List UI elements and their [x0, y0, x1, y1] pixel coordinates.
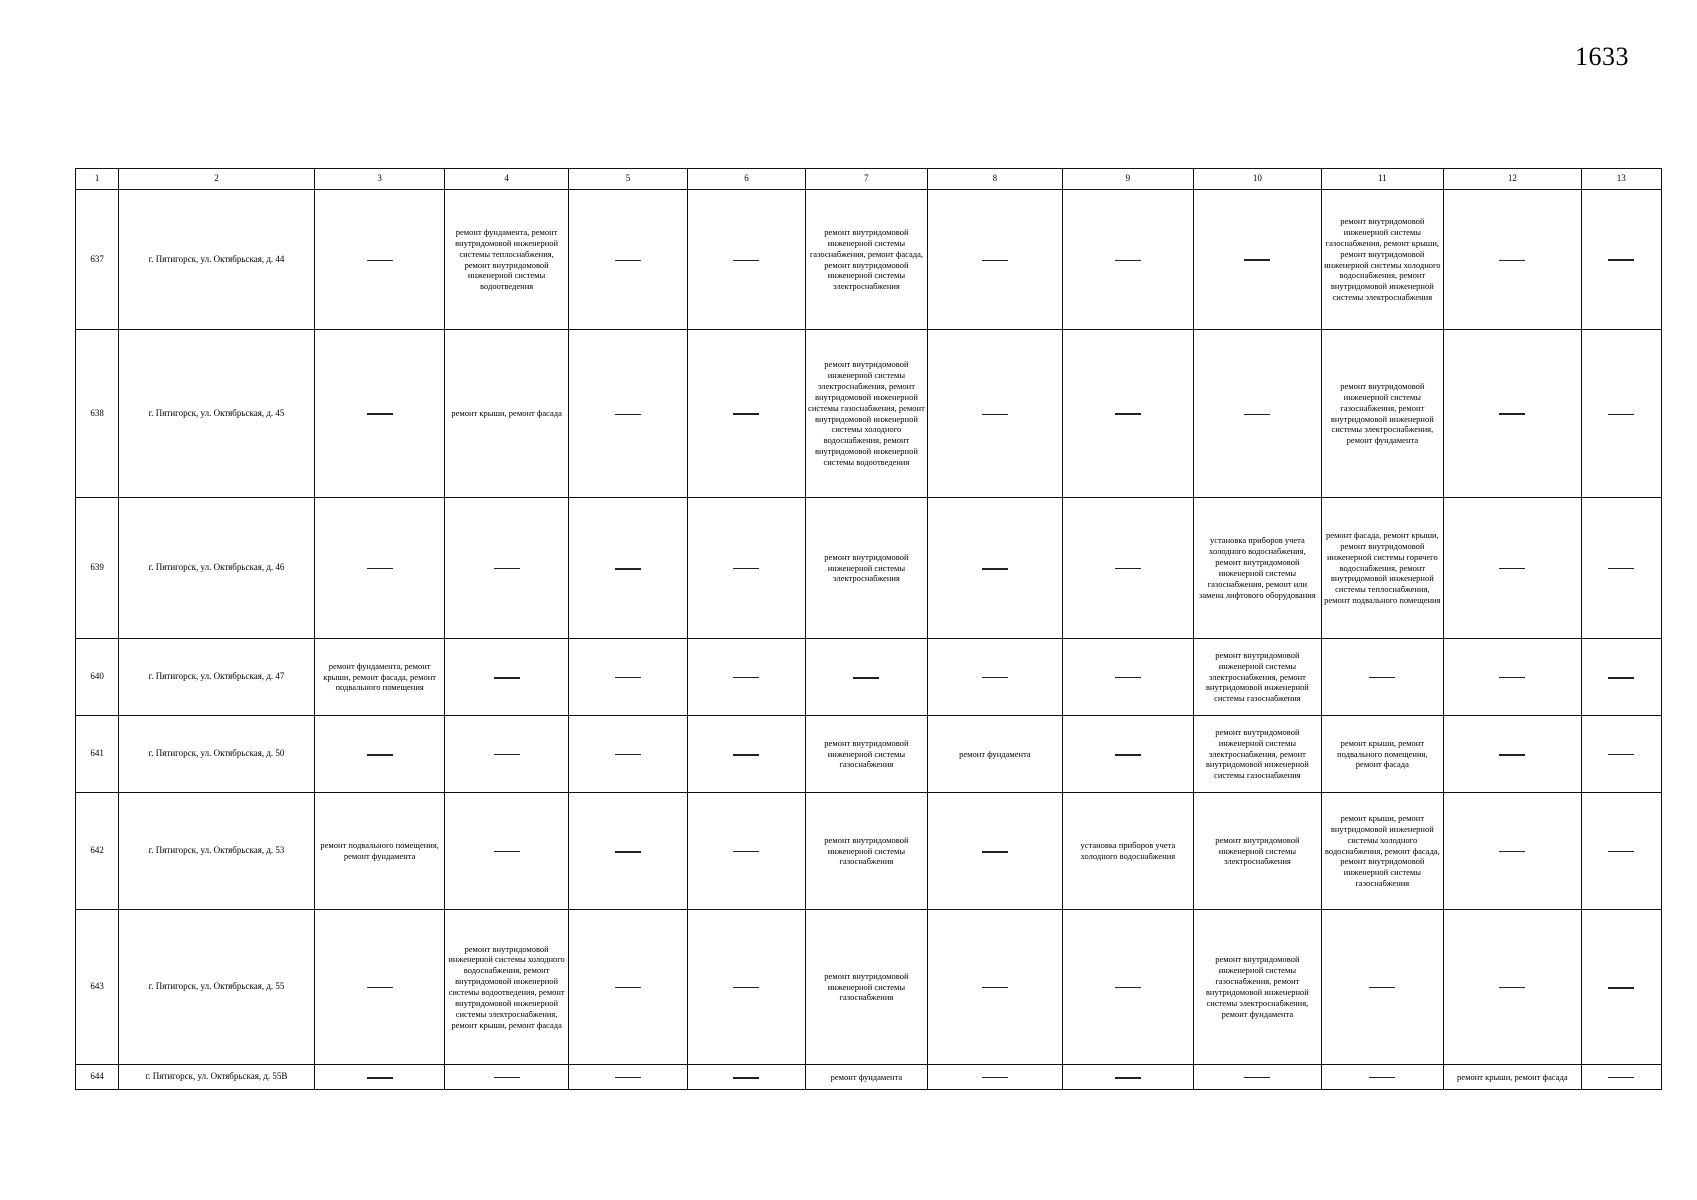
- empty-dash: [982, 568, 1008, 570]
- work-type-cell-col-11: [1321, 639, 1443, 716]
- work-type-cell-col-9: установка приборов учета холодного водоснабжения: [1062, 793, 1193, 910]
- empty-dash: [1499, 260, 1525, 261]
- empty-dash: [615, 677, 641, 678]
- column-number-header-row: [76, 169, 1662, 190]
- empty-dash: [1115, 260, 1141, 261]
- work-type-cell-col-3: [314, 1065, 444, 1090]
- work-type-cell-col-9: [1062, 190, 1193, 330]
- empty-dash: [1115, 754, 1141, 756]
- table-row: [76, 498, 1662, 639]
- work-type-cell-col-6: [688, 1065, 805, 1090]
- empty-dash: [982, 677, 1008, 678]
- work-type-cell-col-7: ремонт внутридомовой инженерной системы электроснабжения: [805, 498, 927, 639]
- empty-dash: [733, 677, 759, 678]
- work-type-cell-col-6: [688, 910, 805, 1065]
- work-type-cell-col-4: [445, 793, 568, 910]
- empty-dash: [1608, 568, 1634, 569]
- work-type-cell-col-10: ремонт внутридомовой инженерной системы электроснабжения, ремонт внутридомовой инженерной системы газоснабжения: [1194, 716, 1321, 793]
- table-row: [76, 1065, 1662, 1090]
- empty-dash: [1369, 987, 1395, 988]
- work-type-cell-col-5: [568, 910, 687, 1065]
- work-type-cell-col-9: [1062, 330, 1193, 498]
- address-cell: г. Пятигорск, ул. Октябрьская, д. 50: [119, 716, 315, 793]
- work-type-cell-col-5: [568, 190, 687, 330]
- empty-dash: [733, 568, 759, 569]
- row-number-cell: 641: [76, 716, 119, 793]
- work-type-cell-col-11: [1321, 910, 1443, 1065]
- work-type-cell-col-4: [445, 639, 568, 716]
- empty-dash: [1369, 677, 1395, 678]
- work-type-cell-col-13: [1581, 910, 1661, 1065]
- address-cell: г. Пятигорск, ул. Октябрьская, д. 55: [119, 910, 315, 1065]
- empty-dash: [982, 1077, 1008, 1078]
- work-type-cell-col-12: [1444, 910, 1582, 1065]
- work-type-cell-col-4: [445, 1065, 568, 1090]
- empty-dash: [1499, 987, 1525, 988]
- column-header-2: 2: [119, 169, 315, 190]
- empty-dash: [1115, 413, 1141, 415]
- work-type-cell-col-11: ремонт фасада, ремонт крыши, ремонт внутридомовой инженерной системы горячего водоснабжения, ремонт внутридомовой инженерной системы теплоснабжения, ремонт подвального помещения: [1321, 498, 1443, 639]
- work-type-cell-col-13: [1581, 716, 1661, 793]
- empty-dash: [615, 987, 641, 988]
- table-row: [76, 716, 1662, 793]
- empty-dash: [367, 413, 393, 415]
- row-number-cell: 643: [76, 910, 119, 1065]
- column-header-5: 5: [568, 169, 687, 190]
- empty-dash: [1115, 987, 1141, 988]
- work-type-cell-col-4: ремонт крыши, ремонт фасада: [445, 330, 568, 498]
- empty-dash: [1115, 677, 1141, 678]
- work-type-cell-col-3: [314, 498, 444, 639]
- empty-dash: [1499, 754, 1525, 756]
- work-type-cell-col-8: [928, 330, 1063, 498]
- work-type-cell-col-13: [1581, 330, 1661, 498]
- empty-dash: [615, 414, 641, 415]
- empty-dash: [367, 754, 393, 756]
- empty-dash: [982, 987, 1008, 988]
- work-type-cell-col-10: ремонт внутридомовой инженерной системы газоснабжения, ремонт внутридомовой инженерной системы электроснабжения, ремонт фундамента: [1194, 910, 1321, 1065]
- table-row: [76, 639, 1662, 716]
- empty-dash: [367, 260, 393, 261]
- work-type-cell-col-9: [1062, 716, 1193, 793]
- work-type-cell-col-8: [928, 793, 1063, 910]
- column-header-4: 4: [445, 169, 568, 190]
- column-header-12: 12: [1444, 169, 1582, 190]
- empty-dash: [1115, 568, 1141, 569]
- column-header-9: 9: [1062, 169, 1193, 190]
- work-type-cell-col-6: [688, 793, 805, 910]
- work-type-cell-col-3: [314, 330, 444, 498]
- empty-dash: [733, 413, 759, 415]
- work-type-cell-col-11: [1321, 1065, 1443, 1090]
- empty-dash: [733, 260, 759, 261]
- work-type-cell-col-8: [928, 498, 1063, 639]
- work-type-cell-col-4: [445, 716, 568, 793]
- column-header-11: 11: [1321, 169, 1443, 190]
- work-type-cell-col-7: [805, 639, 927, 716]
- column-header-13: 13: [1581, 169, 1661, 190]
- table-row: [76, 330, 1662, 498]
- column-header-3: 3: [314, 169, 444, 190]
- repair-schedule-table: [75, 168, 1662, 1090]
- empty-dash: [733, 754, 759, 756]
- empty-dash: [494, 851, 520, 852]
- work-type-cell-col-9: [1062, 498, 1193, 639]
- empty-dash: [1499, 851, 1525, 852]
- work-type-cell-col-10: [1194, 1065, 1321, 1090]
- empty-dash: [494, 754, 520, 755]
- row-number-cell: 644: [76, 1065, 119, 1090]
- work-type-cell-col-11: ремонт крыши, ремонт подвального помещения, ремонт фасада: [1321, 716, 1443, 793]
- empty-dash: [1608, 754, 1634, 755]
- empty-dash: [1499, 677, 1525, 678]
- work-type-cell-col-4: [445, 498, 568, 639]
- work-type-cell-col-3: ремонт подвального помещения, ремонт фундамента: [314, 793, 444, 910]
- work-type-cell-col-5: [568, 639, 687, 716]
- work-type-cell-col-13: [1581, 639, 1661, 716]
- work-type-cell-col-5: [568, 1065, 687, 1090]
- empty-dash: [1608, 414, 1634, 415]
- empty-dash: [615, 260, 641, 261]
- work-type-cell-col-4: ремонт фундамента, ремонт внутридомовой инженерной системы теплоснабжения, ремонт внутридомовой инженерной системы водоотведения: [445, 190, 568, 330]
- work-type-cell-col-11: ремонт внутридомовой инженерной системы газоснабжения, ремонт внутридомовой инженерной системы электроснабжения, ремонт фундамента: [1321, 330, 1443, 498]
- row-number-cell: 637: [76, 190, 119, 330]
- empty-dash: [1608, 259, 1634, 261]
- work-type-cell-col-6: [688, 716, 805, 793]
- column-header-6: 6: [688, 169, 805, 190]
- work-type-cell-col-7: ремонт внутридомовой инженерной системы газоснабжения, ремонт фасада, ремонт внутридомовой инженерной системы электроснабжения: [805, 190, 927, 330]
- empty-dash: [733, 851, 759, 852]
- page-number: 1633: [1575, 42, 1629, 71]
- empty-dash: [733, 987, 759, 988]
- empty-dash: [982, 414, 1008, 415]
- address-cell: г. Пятигорск, ул. Октябрьская, д. 47: [119, 639, 315, 716]
- work-type-cell-col-13: [1581, 190, 1661, 330]
- work-type-cell-col-7: ремонт внутридомовой инженерной системы газоснабжения: [805, 793, 927, 910]
- work-type-cell-col-12: [1444, 639, 1582, 716]
- work-type-cell-col-10: [1194, 330, 1321, 498]
- table-row: [76, 793, 1662, 910]
- work-type-cell-col-12: [1444, 190, 1582, 330]
- column-header-7: 7: [805, 169, 927, 190]
- empty-dash: [367, 568, 393, 569]
- empty-dash: [1608, 677, 1634, 679]
- empty-dash: [367, 1077, 393, 1079]
- work-type-cell-col-9: [1062, 639, 1193, 716]
- work-type-cell-col-12: [1444, 793, 1582, 910]
- table-row: [76, 910, 1662, 1065]
- work-type-cell-col-3: ремонт фундамента, ремонт крыши, ремонт фасада, ремонт подвального помещения: [314, 639, 444, 716]
- work-type-cell-col-8: ремонт фундамента: [928, 716, 1063, 793]
- work-type-cell-col-12: [1444, 330, 1582, 498]
- address-cell: г. Пятигорск, ул. Октябрьская, д. 55В: [119, 1065, 315, 1090]
- column-header-10: 10: [1194, 169, 1321, 190]
- work-type-cell-col-4: ремонт внутридомовой инженерной системы холодного водоснабжения, ремонт внутридомовой инженерной системы водоотведения, ремонт внутридомовой инженерной системы электроснабжения, ремонт крыши, ремонт фасада: [445, 910, 568, 1065]
- empty-dash: [615, 754, 641, 755]
- work-type-cell-col-12: [1444, 498, 1582, 639]
- work-type-cell-col-13: [1581, 1065, 1661, 1090]
- empty-dash: [1608, 987, 1634, 989]
- work-type-cell-col-3: [314, 716, 444, 793]
- empty-dash: [494, 1077, 520, 1078]
- work-type-cell-col-6: [688, 639, 805, 716]
- empty-dash: [1369, 1077, 1395, 1078]
- work-type-cell-col-6: [688, 498, 805, 639]
- empty-dash: [615, 851, 641, 853]
- empty-dash: [367, 987, 393, 988]
- row-number-cell: 642: [76, 793, 119, 910]
- table-row: [76, 190, 1662, 330]
- work-type-cell-col-3: [314, 190, 444, 330]
- empty-dash: [1244, 259, 1270, 261]
- empty-dash: [982, 260, 1008, 261]
- work-type-cell-col-7: ремонт внутридомовой инженерной системы электроснабжения, ремонт внутридомовой инженерной системы газоснабжения, ремонт внутридомовой инженерной системы холодного водоснабжения, ремонт внутридомовой инженерной системы водоотведения: [805, 330, 927, 498]
- work-type-cell-col-7: ремонт внутридомовой инженерной системы газоснабжения: [805, 910, 927, 1065]
- work-type-cell-col-11: ремонт внутридомовой инженерной системы газоснабжения, ремонт крыши, ремонт внутридомовой инженерной системы холодного водоснабжения, ремонт внутридомовой инженерной системы электроснабжения: [1321, 190, 1443, 330]
- work-type-cell-col-12: [1444, 716, 1582, 793]
- work-type-cell-col-5: [568, 716, 687, 793]
- work-type-cell-col-9: [1062, 1065, 1193, 1090]
- empty-dash: [1115, 1077, 1141, 1079]
- empty-dash: [1608, 1077, 1634, 1078]
- empty-dash: [1608, 851, 1634, 852]
- row-number-cell: 640: [76, 639, 119, 716]
- empty-dash: [853, 677, 879, 679]
- work-type-cell-col-7: ремонт внутридомовой инженерной системы газоснабжения: [805, 716, 927, 793]
- work-type-cell-col-5: [568, 498, 687, 639]
- work-type-cell-col-7: ремонт фундамента: [805, 1065, 927, 1090]
- address-cell: г. Пятигорск, ул. Октябрьская, д. 53: [119, 793, 315, 910]
- column-header-8: 8: [928, 169, 1063, 190]
- work-type-cell-col-10: ремонт внутридомовой инженерной системы электроснабжения, ремонт внутридомовой инженерной системы газоснабжения: [1194, 639, 1321, 716]
- work-type-cell-col-8: [928, 910, 1063, 1065]
- empty-dash: [615, 568, 641, 570]
- work-type-cell-col-12: ремонт крыши, ремонт фасада: [1444, 1065, 1582, 1090]
- address-cell: г. Пятигорск, ул. Октябрьская, д. 45: [119, 330, 315, 498]
- work-type-cell-col-8: [928, 639, 1063, 716]
- row-number-cell: 638: [76, 330, 119, 498]
- work-type-cell-col-10: установка приборов учета холодного водоснабжения, ремонт внутридомовой инженерной системы газоснабжения, ремонт или замена лифтового оборудования: [1194, 498, 1321, 639]
- work-type-cell-col-13: [1581, 793, 1661, 910]
- empty-dash: [1499, 568, 1525, 569]
- work-type-cell-col-13: [1581, 498, 1661, 639]
- work-type-cell-col-8: [928, 190, 1063, 330]
- empty-dash: [1244, 1077, 1270, 1078]
- work-type-cell-col-6: [688, 190, 805, 330]
- empty-dash: [982, 851, 1008, 853]
- empty-dash: [615, 1077, 641, 1078]
- work-type-cell-col-9: [1062, 910, 1193, 1065]
- table-body: [76, 190, 1662, 1090]
- work-type-cell-col-5: [568, 793, 687, 910]
- work-type-cell-col-10: [1194, 190, 1321, 330]
- work-type-cell-col-3: [314, 910, 444, 1065]
- work-type-cell-col-8: [928, 1065, 1063, 1090]
- work-type-cell-col-5: [568, 330, 687, 498]
- work-type-cell-col-10: ремонт внутридомовой инженерной системы электроснабжения: [1194, 793, 1321, 910]
- empty-dash: [733, 1077, 759, 1079]
- address-cell: г. Пятигорск, ул. Октябрьская, д. 46: [119, 498, 315, 639]
- address-cell: г. Пятигорск, ул. Октябрьская, д. 44: [119, 190, 315, 330]
- empty-dash: [494, 677, 520, 679]
- empty-dash: [1499, 413, 1525, 415]
- column-header-1: 1: [76, 169, 119, 190]
- work-type-cell-col-6: [688, 330, 805, 498]
- row-number-cell: 639: [76, 498, 119, 639]
- empty-dash: [494, 568, 520, 569]
- empty-dash: [1244, 414, 1270, 415]
- work-type-cell-col-11: ремонт крыши, ремонт внутридомовой инженерной системы холодного водоснабжения, ремонт фасада, ремонт внутридомовой инженерной системы газоснабжения: [1321, 793, 1443, 910]
